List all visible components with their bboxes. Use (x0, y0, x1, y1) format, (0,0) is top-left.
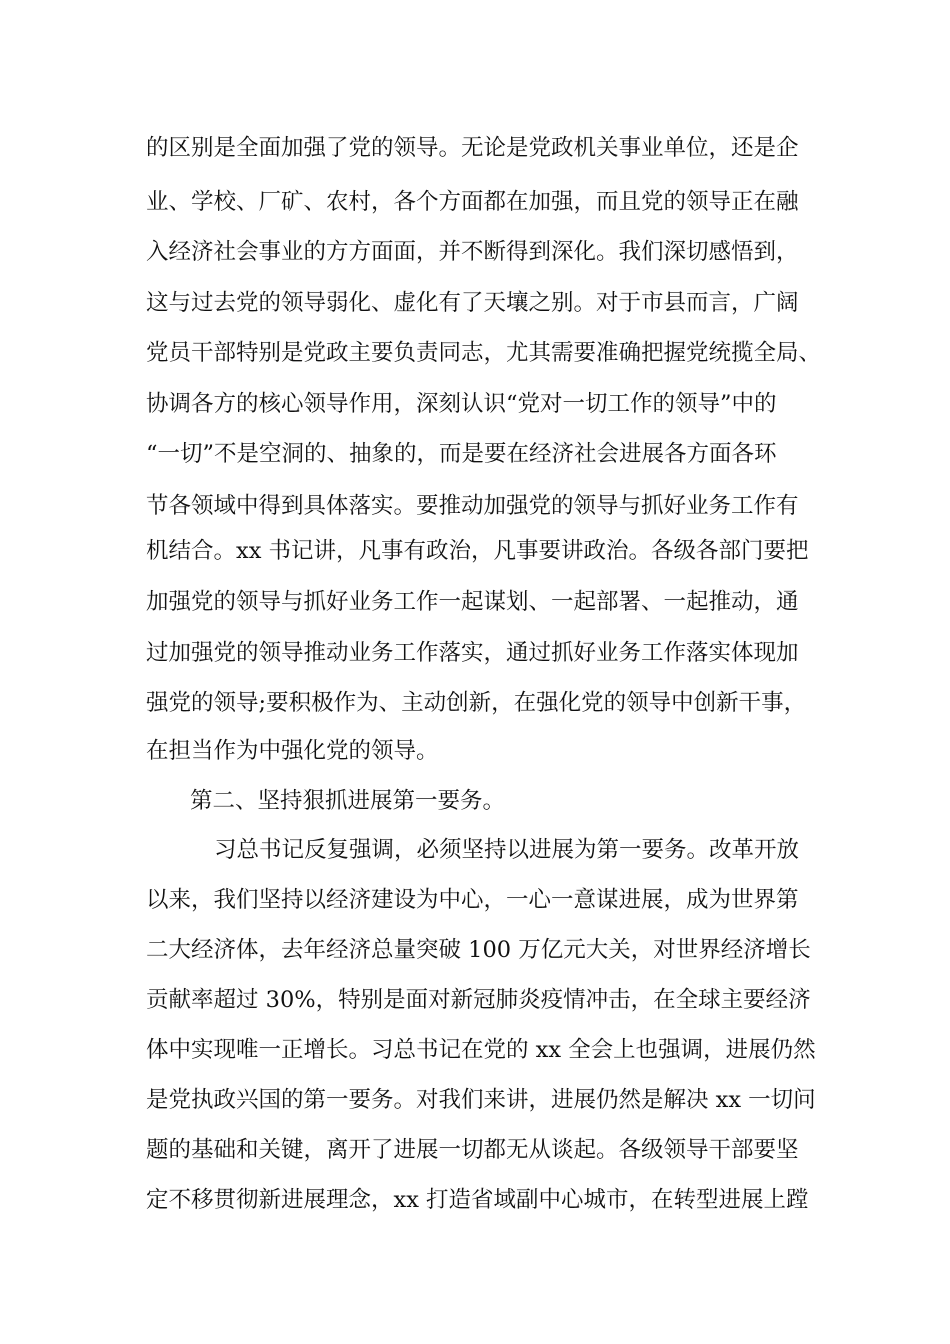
text-line: 定不移贯彻新进展理念，xx 打造省域副中心城市，在转型进展上蹚 (146, 1187, 809, 1213)
text-line: 机结合。xx 书记讲，凡事有政治，凡事要讲政治。各级各部门要把 (146, 538, 809, 564)
text-line: 是党执政兴国的第一要务。对我们来讲，进展仍然是解决 xx 一切问 (146, 1087, 816, 1113)
text-line: 党员干部特别是党政主要负责同志，尤其需要准确把握党统揽全局、 (146, 340, 822, 366)
section-heading: 第二、坚持狠抓进展第一要务。 (190, 788, 506, 814)
paragraph-first-line: 习总书记反复强调，必须坚持以进展为第一要务。改革开放 (214, 837, 800, 863)
text-line: 这与过去党的领导弱化、虚化有了天壤之别。对于市县而言，广阔 (146, 290, 799, 316)
text-line: 在担当作为中强化党的领导。 (146, 738, 439, 764)
text-line: 入经济社会事业的方方面面，并不断得到深化。我们深切感悟到， (146, 239, 799, 265)
text-line: 的区别是全面加强了党的领导。无论是党政机关事业单位，还是企 (146, 135, 799, 161)
text-line: 协调各方的核心领导作用，深刻认识“党对一切工作的领导”中的 (146, 391, 777, 417)
text-line: 业、学校、厂矿、农村，各个方面都在加强，而且党的领导正在融 (146, 189, 799, 215)
text-line: 二大经济体，去年经济总量突破 100 万亿元大关，对世界经济增长 (146, 937, 811, 963)
text-line: “一切”不是空洞的、抽象的，而是要在经济社会进展各方面各环 (146, 441, 777, 467)
text-line: 加强党的领导与抓好业务工作一起谋划、一起部署、一起推动，通 (146, 589, 799, 615)
text-line: 强党的领导;要积极作为、主动创新，在强化党的领导中创新干事， (146, 690, 807, 716)
text-line: 题的基础和关键，离开了进展一切都无从谈起。各级领导干部要坚 (146, 1137, 799, 1163)
text-line: 以来，我们坚持以经济建设为中心，一心一意谋进展，成为世界第 (146, 887, 799, 913)
text-line: 过加强党的领导推动业务工作落实，通过抓好业务工作落实体现加 (146, 640, 799, 666)
text-line: 节各领域中得到具体落实。要推动加强党的领导与抓好业务工作有 (146, 493, 799, 519)
text-line: 体中实现唯一正增长。习总书记在党的 xx 全会上也强调，进展仍然 (146, 1037, 816, 1063)
text-line: 贡献率超过 30%，特别是面对新冠肺炎疫情冲击，在全球主要经济 (146, 987, 811, 1013)
